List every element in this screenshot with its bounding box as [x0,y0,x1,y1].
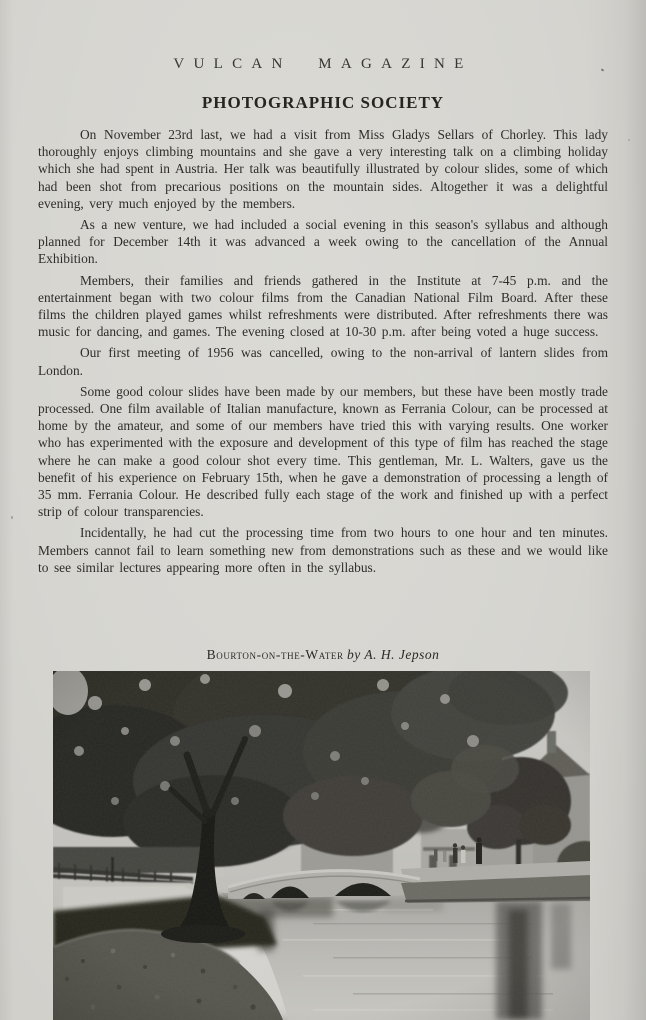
photo-caption [0,647,646,663]
magazine-title: VULCAN MAGAZINE [173,56,473,72]
photo-caption-title: Bourton-on-the-Water [206,647,344,662]
body-paragraph: On November 23rd last, we had a visit from Miss Gladys Sellars of Chorley. This lady thoroughly enjoys climbing mountains and she gave a very interesting talk on a climbing holiday which she had spent in Austria. Her talk was beautifully illustrated by colour slides, some of which had been shot from precarious positions on the mountain sides. Altogether it was a delightful evening, very much enjoyed by the members. [38,127,608,211]
body-paragraph: Members, their families and friends gathered in the Institute at 7-45 p.m. and the entertainment began with two colour films from the Canadian National Film Board. After these films the children played games whilst refreshments were distributed. After refreshments there was music for dancing, and games. The evening closed at 10-30 p.m. after being voted a huge success. [38,272,608,340]
photo-illustration [53,671,590,1020]
body-paragraph: Our first meeting of 1956 was cancelled, owing to the non-arrival of lantern slides from London. [38,345,608,378]
photo-bourton-on-the-water [53,671,590,1020]
body-paragraph: As a new venture, we had included a social evening in this season's syllabus and although planned for December 14th it was advanced a week owing to the cancellation of the Annual Exhibition. [38,217,608,267]
scan-speck [11,516,13,519]
scan-speck [628,139,630,141]
photo-caption-byline: by A. H. Jepson [347,647,440,662]
article-title: PHOTOGRAPHIC SOCIETY [201,93,445,112]
article-body [38,126,608,580]
body-paragraph: Incidentally, he had cut the processing time from two hours to one hour and ten minutes. Members cannot fail to learn something new from demonstrations such as these and we would like to see similar lectures appearing more often in the syllabus. [38,525,608,575]
body-paragraph: Some good colour slides have been made by our members, but these have been mostly trade processed. One film available of Italian manufacture, known as Ferrania Colour, can be processed at home by the amateur, and some of our members have tried this with varying results. One worker who has experimented with the exposure and development of this type of film has reached the stage where he can make a good colour shot every time. This gentleman, Mr. L. Walters, gave us the benefit of his experience on February 15th, when he gave a demonstration of processing a length of 35 mm. Ferrania Colour. He described fully each stage of the work and finished up with a perfect strip of colour transparencies. [38,383,608,520]
